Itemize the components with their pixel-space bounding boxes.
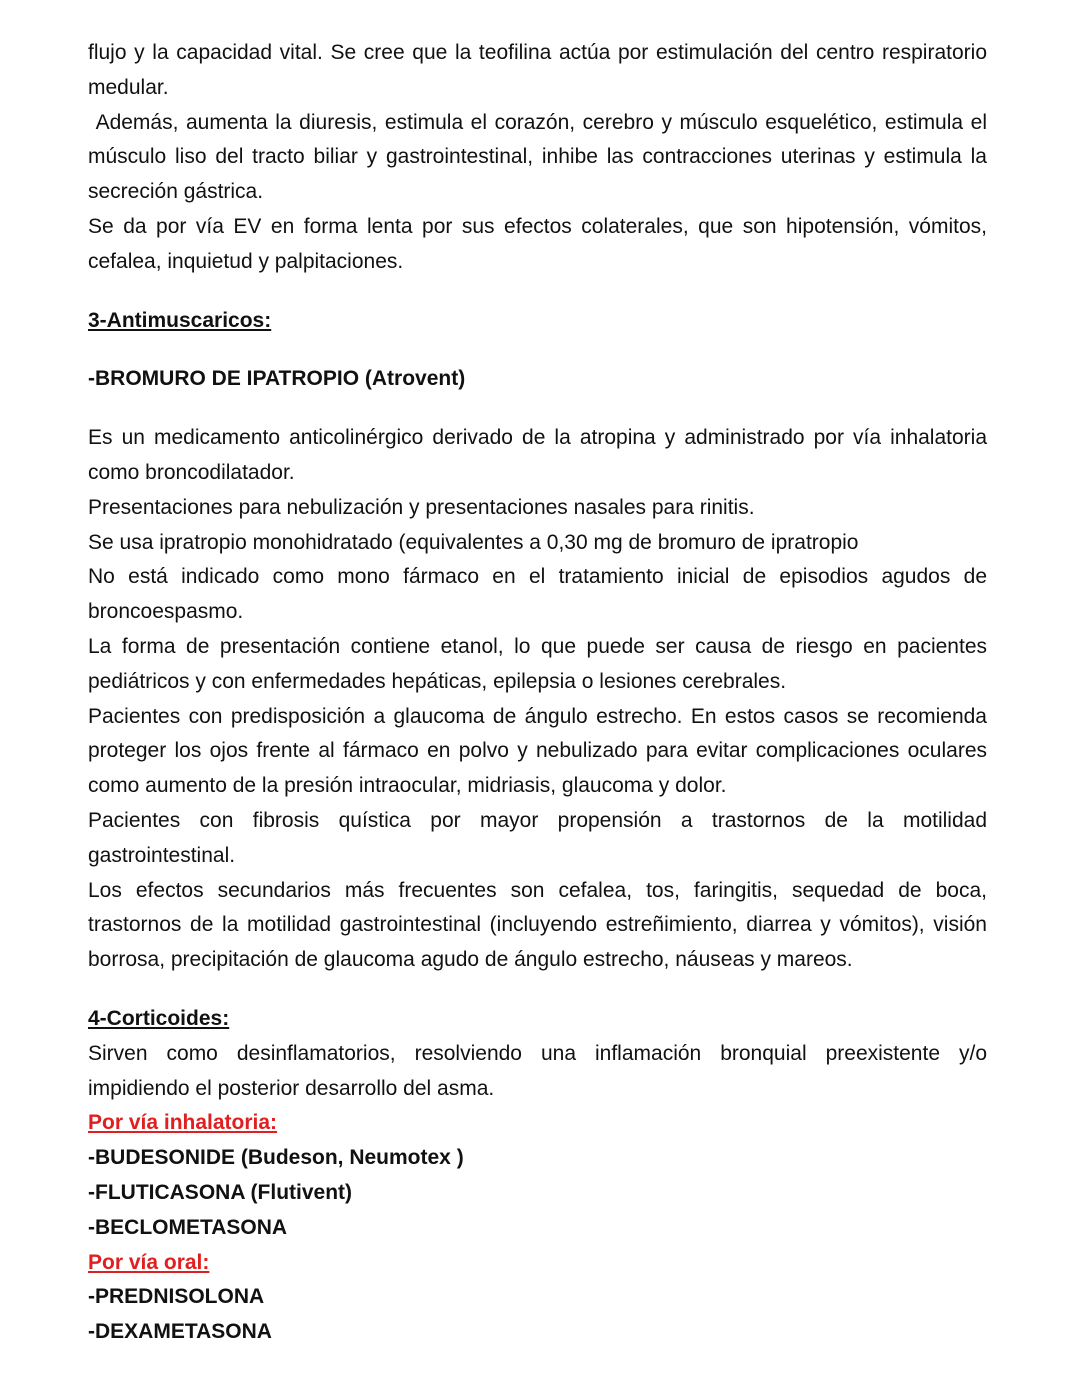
intro-paragraph-3: Se da por vía EV en forma lenta por sus efectos colaterales, que son hipotensión, vómitos, cefalea, inquietud y palpitaciones.: [88, 214, 987, 273]
inhaled-route-heading: Por vía inhalatoria:: [88, 1111, 278, 1135]
section-3-paragraph-2: Presentaciones para nebulización y presentaciones nasales para rinitis.: [88, 495, 755, 519]
oral-drug-item: -DEXAMETASONA: [88, 1320, 272, 1344]
section-3-paragraph-4: No está indicado como mono fármaco en el tratamiento inicial de episodios agudos de broncoespasmo.: [88, 565, 987, 624]
oral-drug-item: -PREDNISOLONA: [88, 1285, 265, 1309]
document-page: [88, 36, 993, 1350]
oral-route-heading: Por vía oral:: [88, 1250, 210, 1274]
section-3-paragraph-1: Es un medicamento anticolinérgico derivado de la atropina y administrado por vía inhalatoria como broncodilatador.: [88, 426, 987, 484]
intro-paragraph-2: Además, aumenta la diuresis, estimula el corazón, cerebro y músculo esquelético, estimula el músculo liso del tracto biliar y gastrointestinal, inhibe las contracciones uterinas y estimula la secreción gástrica.: [88, 110, 993, 204]
section-4-paragraph: Sirven como desinflamatorios, resolviendo una inflamación bronquial preexistente y/o impidiendo el posterior desarrollo del asma.: [88, 1041, 987, 1100]
inhaled-drug-item: -BUDESONIDE (Budeson, Neumotex ): [88, 1146, 464, 1170]
intro-paragraph-1: flujo y la capacidad vital. Se cree que la teofilina actúa por estimulación del centro respiratorio medular.: [88, 41, 987, 99]
section-3-drug-title: -BROMURO DE IPATROPIO (Atrovent): [88, 367, 466, 391]
section-3-heading: 3-Antimuscaricos:: [88, 308, 272, 332]
inhaled-drug-item: -BECLOMETASONA: [88, 1215, 288, 1239]
section-3-paragraph-5: La forma de presentación contiene etanol, lo que puede ser causa de riesgo en pacientes pediátricos y con enfermedades hepáticas, epilepsia o lesiones cerebrales.: [88, 634, 987, 693]
section-4-heading: 4-Corticoides:: [88, 1006, 230, 1030]
spacer: [88, 338, 987, 362]
inhaled-drug-item: -FLUTICASONA (Flutivent): [88, 1180, 353, 1204]
section-3-paragraph-6: Pacientes con predisposición a glaucoma de ángulo estrecho. En estos casos se recomienda proteger los ojos frente al fármaco en polvo y nebulizado para evitar complicaciones oculares como aumento de la presión intraocular, midriasis, glaucoma y dolor.: [88, 704, 987, 798]
section-3-paragraph-7: Pacientes con fibrosis quística por mayor propensión a trastornos de la motilidad gastrointestinal.: [88, 808, 987, 867]
spacer: [88, 397, 987, 421]
spacer: [88, 978, 987, 1002]
section-3-paragraph-8: Los efectos secundarios más frecuentes son cefalea, tos, faringitis, sequedad de boca, trastornos de la motilidad gastrointestinal (incluyendo estreñimiento, diarrea y vómitos), visión borrosa, precipitación de glaucoma agudo de ángulo estrecho, náuseas y mareos.: [88, 878, 987, 972]
section-3-paragraph-3: Se usa ipratropio monohidratado (equivalentes a 0,30 mg de bromuro de ipratropio: [88, 530, 859, 554]
spacer: [88, 280, 987, 304]
